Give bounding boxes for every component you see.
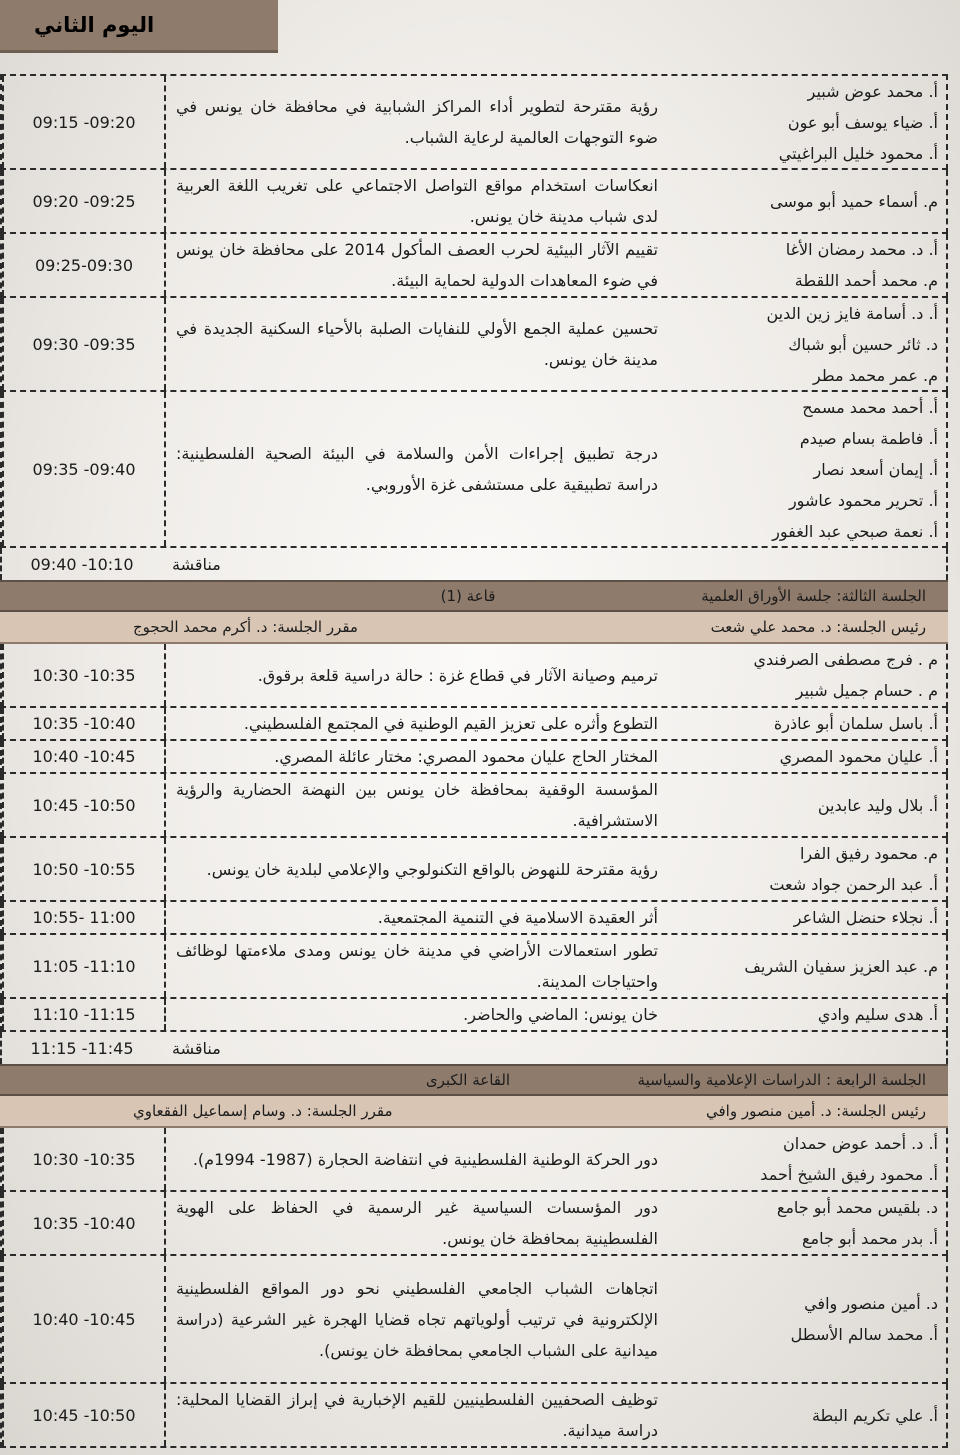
paper-title: أثر العقيدة الاسلامية في التنمية المجتمعية. xyxy=(164,902,668,933)
author-name: أ. د. محمد رمضان الأغا xyxy=(785,240,938,259)
day-title: اليوم الثاني xyxy=(34,13,155,37)
paper-authors xyxy=(668,741,946,772)
session-time: 10:40 -10:45 xyxy=(2,1256,164,1382)
discussion-label: مناقشة xyxy=(172,1038,221,1058)
author-name: م. عمر محمد مطر xyxy=(813,365,938,385)
paper-title: دور المؤسسات السياسية غير الرسمية في الحفاظ على الهوية الفلسطينية بمحافظة خان يونس. xyxy=(164,1192,668,1254)
paper-title: رؤية مقترحة لتطوير أداء المراكز الشبابية في محافظة خان يونس في ضوء التوجهات العالمية لرعاية الشباب. xyxy=(164,76,668,168)
schedule-table xyxy=(0,74,948,1448)
author-name: أ. نجلاء حنضل الشاعر xyxy=(793,908,938,927)
paper-title: تطور استعمالات الأراضي في مدينة خان يونس ومدى ملاءمتها لوظائف واحتياجات المدينة. xyxy=(164,935,668,997)
session-time: 09:30 -09:35 xyxy=(2,298,164,390)
author-name: أ. عبد الرحمن جواد شعت xyxy=(769,875,938,894)
table-row xyxy=(0,170,948,234)
table-row xyxy=(0,708,948,741)
author-name: أ. باسل سلمان أبو عاذرة xyxy=(773,714,938,733)
paper-title: دور الحركة الوطنية الفلسطينية في انتفاضة الحجارة (1987- 1994م). xyxy=(164,1128,668,1190)
paper-title: المختار الحاج عليان محمود المصري: مختار عائلة المصري. xyxy=(164,741,668,772)
paper-authors xyxy=(668,708,946,739)
session-name: الجلسة الثالثة: جلسة الأوراق العلمية xyxy=(701,587,926,605)
paper-title: توظيف الصحفيين الفلسطينيين للقيم الإخبارية في إبراز القضايا المحلية: دراسة ميدانية. xyxy=(164,1384,668,1446)
author-name: أ. بدر محمد أبو جامع xyxy=(801,1229,938,1248)
session-time: 11:10 -11:15 xyxy=(2,999,164,1030)
author-name: أ. فاطمة بسام صيدم xyxy=(799,428,938,448)
paper-title: خان يونس: الماضي والحاضر. xyxy=(164,999,668,1030)
paper-authors xyxy=(668,902,946,933)
session-time: 10:30 -10:35 xyxy=(2,644,164,706)
author-name: د. ثائر حسين أبو شباك xyxy=(788,334,938,354)
paper-authors xyxy=(668,1192,946,1254)
author-name: م. محمود رفيق الفرا xyxy=(799,844,938,863)
table-row xyxy=(0,1128,948,1192)
session-time: 10:35 -10:40 xyxy=(2,1192,164,1254)
author-name: أ. د. أسامة فايز زين الدين xyxy=(766,303,938,323)
session-header xyxy=(0,580,948,612)
author-name: أ. محمد سالم الأسطل xyxy=(790,1325,938,1344)
author-name: أ. د. أحمد عوض حمدان xyxy=(783,1134,938,1153)
author-name: أ. تحرير محمود عاشور xyxy=(788,490,938,510)
paper-title: اتجاهات الشباب الجامعي الفلسطيني نحو دور المواقع الفلسطينية الإلكترونية في ترتيب أولوياتهم تجاه قضايا الهجرة غير الشرعية (دراسة ميدانية على الشباب الجامعي بمحافظة خان يونس). xyxy=(164,1256,668,1382)
table-row xyxy=(0,644,948,708)
session-time: 10:35 -10:40 xyxy=(2,708,164,739)
author-name: أ. إيمان أسعد نصار xyxy=(813,459,938,479)
paper-title: المؤسسة الوقفية بمحافظة خان يونس بين النهضة الحضارية والرؤية الاستشرافية. xyxy=(164,774,668,836)
paper-authors xyxy=(668,392,946,546)
author-name: م. محمد أحمد اللقطة xyxy=(794,271,938,290)
paper-title: ترميم وصيانة الآثار في قطاع غزة : حالة دراسية قلعة برقوق. xyxy=(164,644,668,706)
session-chair: رئيس الجلسة: د. أمين منصور وافي xyxy=(705,1102,926,1120)
paper-title: درجة تطبيق إجراءات الأمن والسلامة في البيئة الصحية الفلسطينية: دراسة تطبيقية على مستشفى غزة الأوروبي. xyxy=(164,392,668,546)
table-row xyxy=(0,999,948,1032)
session-chair-bar xyxy=(0,612,948,644)
discussion-label: مناقشة xyxy=(172,554,221,574)
discussion-row xyxy=(0,548,948,580)
session-room: قاعة (1) xyxy=(440,587,496,605)
discussion-row xyxy=(0,1032,948,1064)
author-name: أ. محمود رفيق الشيخ أحمد xyxy=(760,1165,938,1184)
paper-authors xyxy=(668,234,946,296)
session-chair: رئيس الجلسة: د. محمد علي شعت xyxy=(710,618,926,636)
table-row xyxy=(0,741,948,774)
session-time: 10:30 -10:35 xyxy=(2,1128,164,1190)
session-rapporteur: مقرر الجلسة: د. أكرم محمد الحجوج xyxy=(133,618,358,636)
session-time: 09:15 -09:20 xyxy=(2,76,164,168)
table-row xyxy=(0,1384,948,1448)
discussion-time: 11:15 -11:45 xyxy=(0,1032,162,1064)
author-name: م. عبد العزيز سفيان الشريف xyxy=(744,956,938,976)
author-name: د. أمين منصور وافي xyxy=(804,1294,938,1313)
author-name: م . فرج مصطفى الصرفندي xyxy=(753,650,938,669)
session-time: 10:45 -10:50 xyxy=(2,1384,164,1446)
author-name: م. أسماء حميد أبو موسى xyxy=(770,191,938,211)
paper-authors xyxy=(668,1128,946,1190)
session-time: 09:20 -09:25 xyxy=(2,170,164,232)
author-name: م . حسام جميل شبير xyxy=(795,681,938,700)
table-row xyxy=(0,74,948,170)
table-row xyxy=(0,902,948,935)
paper-title: انعكاسات استخدام مواقع التواصل الاجتماعي على تغريب اللغة العربية لدى شباب مدينة خان يونس. xyxy=(164,170,668,232)
table-row xyxy=(0,1192,948,1256)
paper-authors xyxy=(668,935,946,997)
session-room: القاعة الكبرى xyxy=(425,1071,511,1089)
author-name: أ. محمود خليل البراغيتي xyxy=(778,143,938,163)
paper-authors xyxy=(668,999,946,1030)
day-title-tab xyxy=(0,0,278,53)
paper-title: تحسين عملية الجمع الأولي للنفايات الصلبة بالأحياء السكنية الجديدة في مدينة خان يونس. xyxy=(164,298,668,390)
author-name: أ. بلال وليد عابدين xyxy=(817,795,938,815)
discussion-time: 09:40 -10:10 xyxy=(0,548,162,580)
paper-title: تقييم الآثار البيئية لحرب العصف المأكول 2014 على محافظة خان يونس في ضوء المعاهدات الدولية لحماية البيئة. xyxy=(164,234,668,296)
table-row xyxy=(0,935,948,999)
session-time: 09:25-09:30 xyxy=(2,234,164,296)
author-name: أ. نعمة صبحي عبد الغفور xyxy=(772,521,938,541)
author-name: أ. عليان محمود المصري xyxy=(779,747,938,766)
session-time: 10:40 -10:45 xyxy=(2,741,164,772)
session-time: 10:50 -10:55 xyxy=(2,838,164,900)
table-row xyxy=(0,838,948,902)
session-time: 10:55- 11:00 xyxy=(2,902,164,933)
table-row xyxy=(0,774,948,838)
paper-authors xyxy=(668,298,946,390)
paper-title: رؤية مقترحة للنهوض بالواقع التكنولوجي والإعلامي لبلدية خان يونس. xyxy=(164,838,668,900)
table-row xyxy=(0,298,948,392)
author-name: د. بلقيس محمد أبو جامع xyxy=(776,1198,938,1217)
table-row xyxy=(0,392,948,548)
paper-authors xyxy=(668,1256,946,1382)
paper-authors xyxy=(668,170,946,232)
session-chair-bar xyxy=(0,1096,948,1128)
paper-authors xyxy=(668,644,946,706)
table-row xyxy=(0,234,948,298)
session-time: 11:05 -11:10 xyxy=(2,935,164,997)
session-time: 09:35 -09:40 xyxy=(2,392,164,546)
session-name: الجلسة الرابعة : الدراسات الإعلامية والسياسية xyxy=(637,1071,926,1089)
session-header xyxy=(0,1064,948,1096)
session-time: 10:45 -10:50 xyxy=(2,774,164,836)
author-name: أ. ضياء يوسف أبو عون xyxy=(787,112,938,132)
paper-title: التطوع وأثره على تعزيز القيم الوطنية في المجتمع الفلسطيني. xyxy=(164,708,668,739)
paper-authors xyxy=(668,774,946,836)
author-name: أ. علي تكريم البطة xyxy=(811,1405,938,1425)
paper-authors xyxy=(668,1384,946,1446)
author-name: أ. محمد عوض شبير xyxy=(807,81,938,101)
author-name: أ. أحمد محمد مسمح xyxy=(802,397,938,417)
table-row xyxy=(0,1256,948,1384)
paper-authors xyxy=(668,76,946,168)
session-rapporteur: مقرر الجلسة: د. وسام إسماعيل الفقعاوي xyxy=(133,1102,393,1120)
author-name: أ. هدى سليم وادي xyxy=(817,1005,938,1024)
paper-authors xyxy=(668,838,946,900)
